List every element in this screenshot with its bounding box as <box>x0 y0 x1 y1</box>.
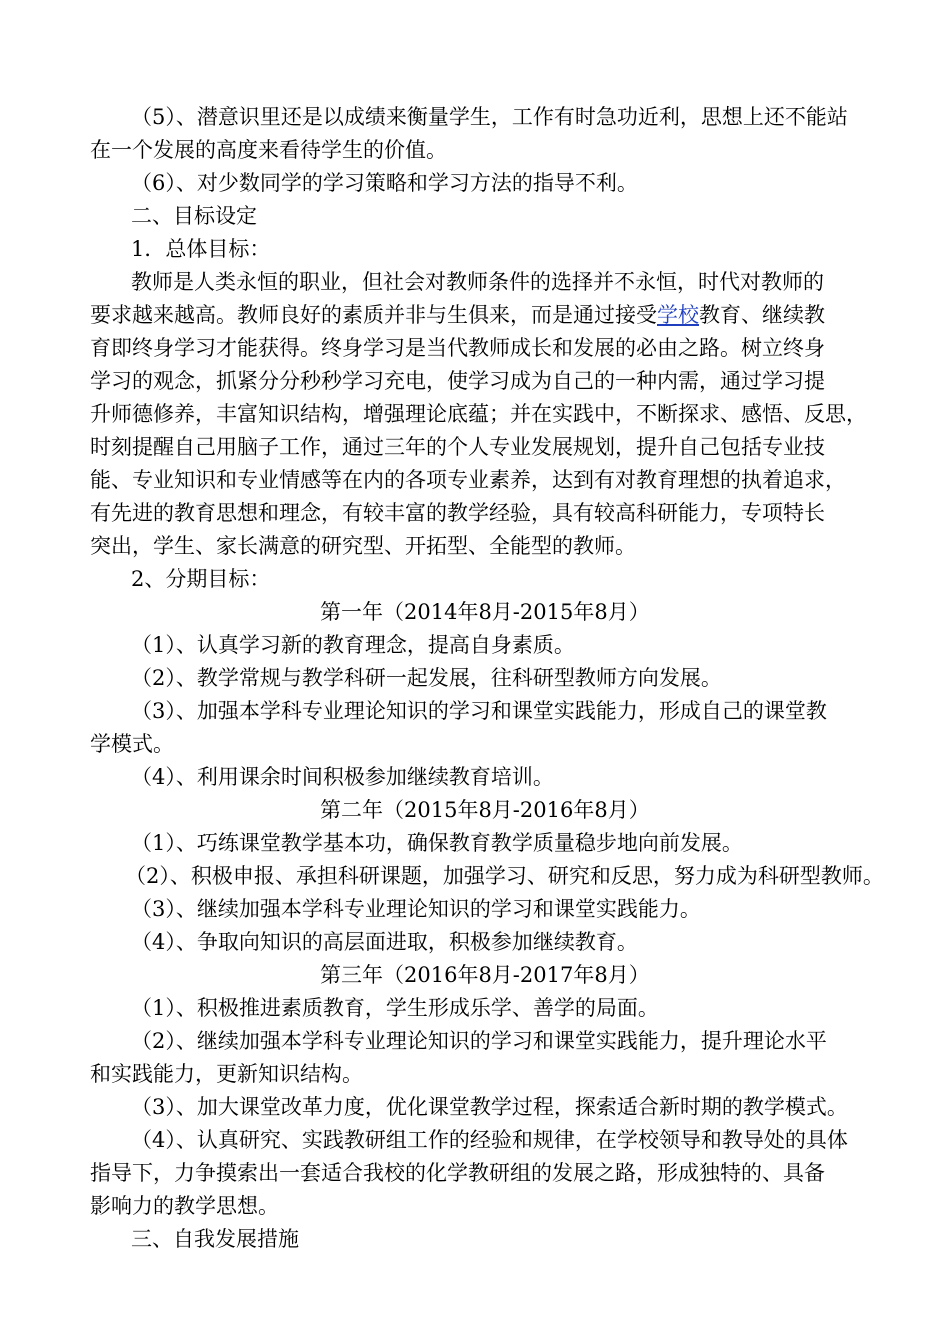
list-item: （1）、巧练课堂教学基本功，确保教育教学质量稳步地向前发展。 <box>131 831 743 855</box>
paragraph-line: 时刻提醒自己用脑子工作，通过三年的个人专业发展规划，提升自己包括专业技 <box>90 435 825 459</box>
paragraph-text: 教育、继续教 <box>699 303 825 327</box>
list-item: （4）、争取向知识的高层面进取，积极参加继续教育。 <box>131 930 638 954</box>
paragraph-text: 要求越来越高。教师良好的素质并非与生俱来，而是通过接受 <box>90 303 657 327</box>
list-item: （4）、认真研究、实践教研组工作的经验和规律，在学校领导和教导处的具体 <box>131 1128 848 1152</box>
year-heading: 第三年（2016年8月-2017年8月） <box>320 963 650 987</box>
list-item: （2）、积极申报、承担科研课题，加强学习、研究和反思，努力成为科研型教师。 <box>125 864 884 888</box>
paragraph-line <box>90 302 870 328</box>
list-item-continuation: 和实践能力，更新知识结构。 <box>90 1062 363 1086</box>
list-item: （2）、教学常规与教学科研一起发展，往科研型教师方向发展。 <box>131 666 722 690</box>
subsection-heading: 2、分期目标： <box>131 567 271 591</box>
school-link[interactable]: 学校 <box>657 303 699 327</box>
subsection-heading: 1．总体目标： <box>131 237 271 261</box>
paragraph-line: （5）、潜意识里还是以成绩来衡量学生，工作有时急功近利，思想上还不能站 <box>131 105 848 129</box>
list-item-continuation: 指导下，力争摸索出一套适合我校的化学教研组的发展之路，形成独特的、具备 <box>90 1161 825 1185</box>
year-heading: 第一年（2014年8月-2015年8月） <box>320 600 650 624</box>
section-heading: 二、目标设定 <box>131 204 257 228</box>
list-item-continuation: 学模式。 <box>90 732 174 756</box>
paragraph-line: 有先进的教育思想和理念，有较丰富的教学经验，具有较高科研能力，专项特长 <box>90 501 825 525</box>
list-item: （1）、认真学习新的教育理念，提高自身素质。 <box>131 633 575 657</box>
year-heading: 第二年（2015年8月-2016年8月） <box>320 798 650 822</box>
list-item: （3）、加大课堂改革力度，优化课堂教学过程，探索适合新时期的教学模式。 <box>131 1095 848 1119</box>
paragraph-line: 育即终身学习才能获得。终身学习是当代教师成长和发展的必由之路。树立终身 <box>90 336 825 360</box>
list-item-continuation: 影响力的教学思想。 <box>90 1194 279 1218</box>
paragraph-line: 教师是人类永恒的职业，但社会对教师条件的选择并不永恒，时代对教师的 <box>131 270 824 294</box>
section-heading: 三、自我发展措施 <box>131 1227 299 1251</box>
list-item: （4）、利用课余时间积极参加继续教育培训。 <box>131 765 554 789</box>
list-item: （3）、继续加强本学科专业理论知识的学习和课堂实践能力。 <box>131 897 701 921</box>
paragraph-line: 升师德修养，丰富知识结构，增强理论底蕴；并在实践中，不断探求、感悟、反思， <box>90 402 867 426</box>
paragraph-line: 能、专业知识和专业情感等在内的各项专业素养，达到有对教育理想的执着追求， <box>90 468 846 492</box>
paragraph-line: 在一个发展的高度来看待学生的价值。 <box>90 138 447 162</box>
list-item: （2）、继续加强本学科专业理论知识的学习和课堂实践能力，提升理论水平 <box>131 1029 827 1053</box>
list-item: （1）、积极推进素质教育，学生形成乐学、善学的局面。 <box>131 996 659 1020</box>
paragraph-line: 学习的观念，抓紧分分秒秒学习充电，使学习成为自己的一种内需，通过学习提 <box>90 369 825 393</box>
paragraph-line: （6）、对少数同学的学习策略和学习方法的指导不利。 <box>131 171 638 195</box>
paragraph-line: 突出，学生、家长满意的研究型、开拓型、全能型的教师。 <box>90 534 636 558</box>
list-item: （3）、加强本学科专业理论知识的学习和课堂实践能力，形成自己的课堂教 <box>131 699 827 723</box>
